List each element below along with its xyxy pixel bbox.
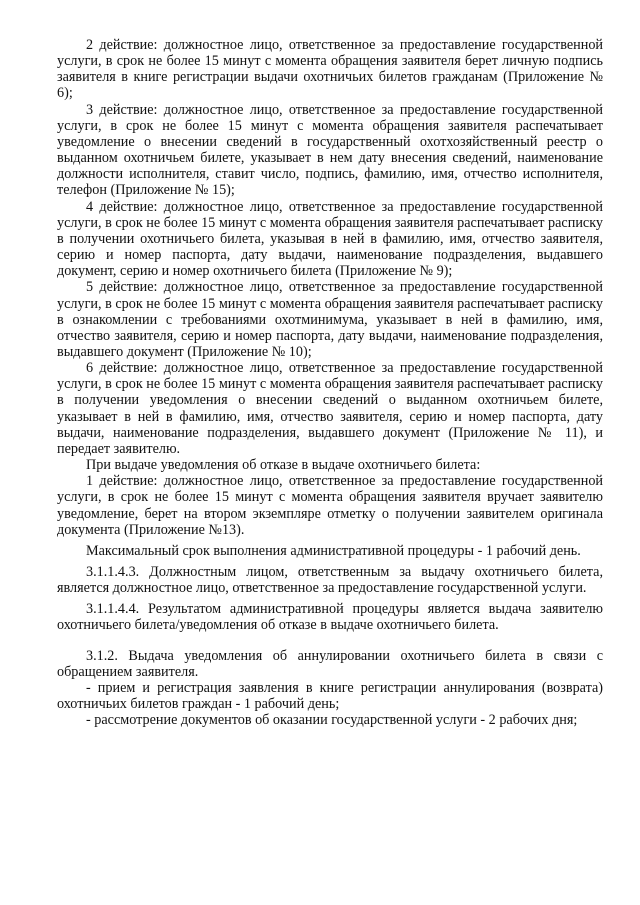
paragraph-action-6: 6 действие: должностное лицо, ответственное за предоставление государственной услуги, в срок не более 15 минут с момента обращения заявителя распечатывает расписку в получении уведомления о внесении сведений о выданном охотничьем билете, указывает в ней в фамилию, имя, отчество заявителя, серию и номер паспорта, дату выдачи, наименование подразделения, выдавшего документ (Приложение № 11), и передает заявителю. xyxy=(57,360,603,457)
paragraph-3-1-2: 3.1.2. Выдача уведомления об аннулировании охотничьего билета в связи с обращением заявителя. xyxy=(57,647,603,680)
paragraph-action-4: 4 действие: должностное лицо, ответственное за предоставление государственной услуги, в срок не более 15 минут с момента обращения заявителя распечатывает расписку в получении охотничьего билета, указывая в ней в фамилию, имя, отчество заявителя, серию и номер паспорта, дату выдачи, наименование подразделения, выдавшего документ, серию и номер охотничьего билета (Приложение № 9); xyxy=(57,198,603,280)
paragraph-action-3: 3 действие: должностное лицо, ответственное за предоставление государственной услуги, в срок не более 15 минут с момента обращения заявителя распечатывает уведомление о внесении сведений в государственный охотхозяйственный реестр о выданном охотничьем билете, указывает в нем дату внесения сведений, наименование должности исполнителя, ставит число, подпись, фамилию, имя, отчество исполнителя, телефон (Приложение № 15); xyxy=(57,101,603,199)
paragraph-max-term: Максимальный срок выполнения административной процедуры - 1 рабочий день. xyxy=(86,542,581,559)
paragraph-refusal-heading: При выдаче уведомления об отказе в выдаче охотничьего билета: xyxy=(86,457,481,474)
paragraph-action-2: 2 действие: должностное лицо, ответственное за предоставление государственной услуги, в срок не более 15 минут с момента обращения заявителя берет личную подпись заявителя в книге регистрации выдачи охотничьих билетов гражданам (Приложение № 6); xyxy=(57,37,603,102)
list-item-review: - рассмотрение документов об оказании государственной услуги - 2 рабочих дня; xyxy=(86,712,578,729)
document-page xyxy=(57,37,603,728)
paragraph-3-1-1-4-4: 3.1.1.4.4. Результатом административной процедуры является выдача заявителю охотничьего билета/уведомления об отказе в выдаче охотничьего билета. xyxy=(57,601,603,634)
list-item-registration: - прием и регистрация заявления в книге регистрации аннулирования (возврата) охотничьих билетов граждан - 1 рабочий день; xyxy=(57,679,603,713)
paragraph-refusal-action-1: 1 действие: должностное лицо, ответственное за предоставление государственной услуги, в срок не более 15 минут с момента обращения заявителя вручает заявителю уведомление, берет на втором экземпляре отметку о получении заявителем оригинала документа (Приложение №13). xyxy=(57,473,603,538)
paragraph-3-1-1-4-3: 3.1.1.4.3. Должностным лицом, ответственным за выдачу охотничьего билета, является должностное лицо, ответственное за предоставление государственной услуги. xyxy=(57,564,603,597)
paragraph-action-5: 5 действие: должностное лицо, ответственное за предоставление государственной услуги, в срок не более 15 минут с момента обращения заявителя распечатывает расписку в ознакомлении с требованиями охотминимума, указывает в ней в фамилию, имя, отчество заявителя, серию и номер паспорта, дату выдачи, наименование подразделения, выдавшего документ (Приложение № 10); xyxy=(57,279,603,360)
